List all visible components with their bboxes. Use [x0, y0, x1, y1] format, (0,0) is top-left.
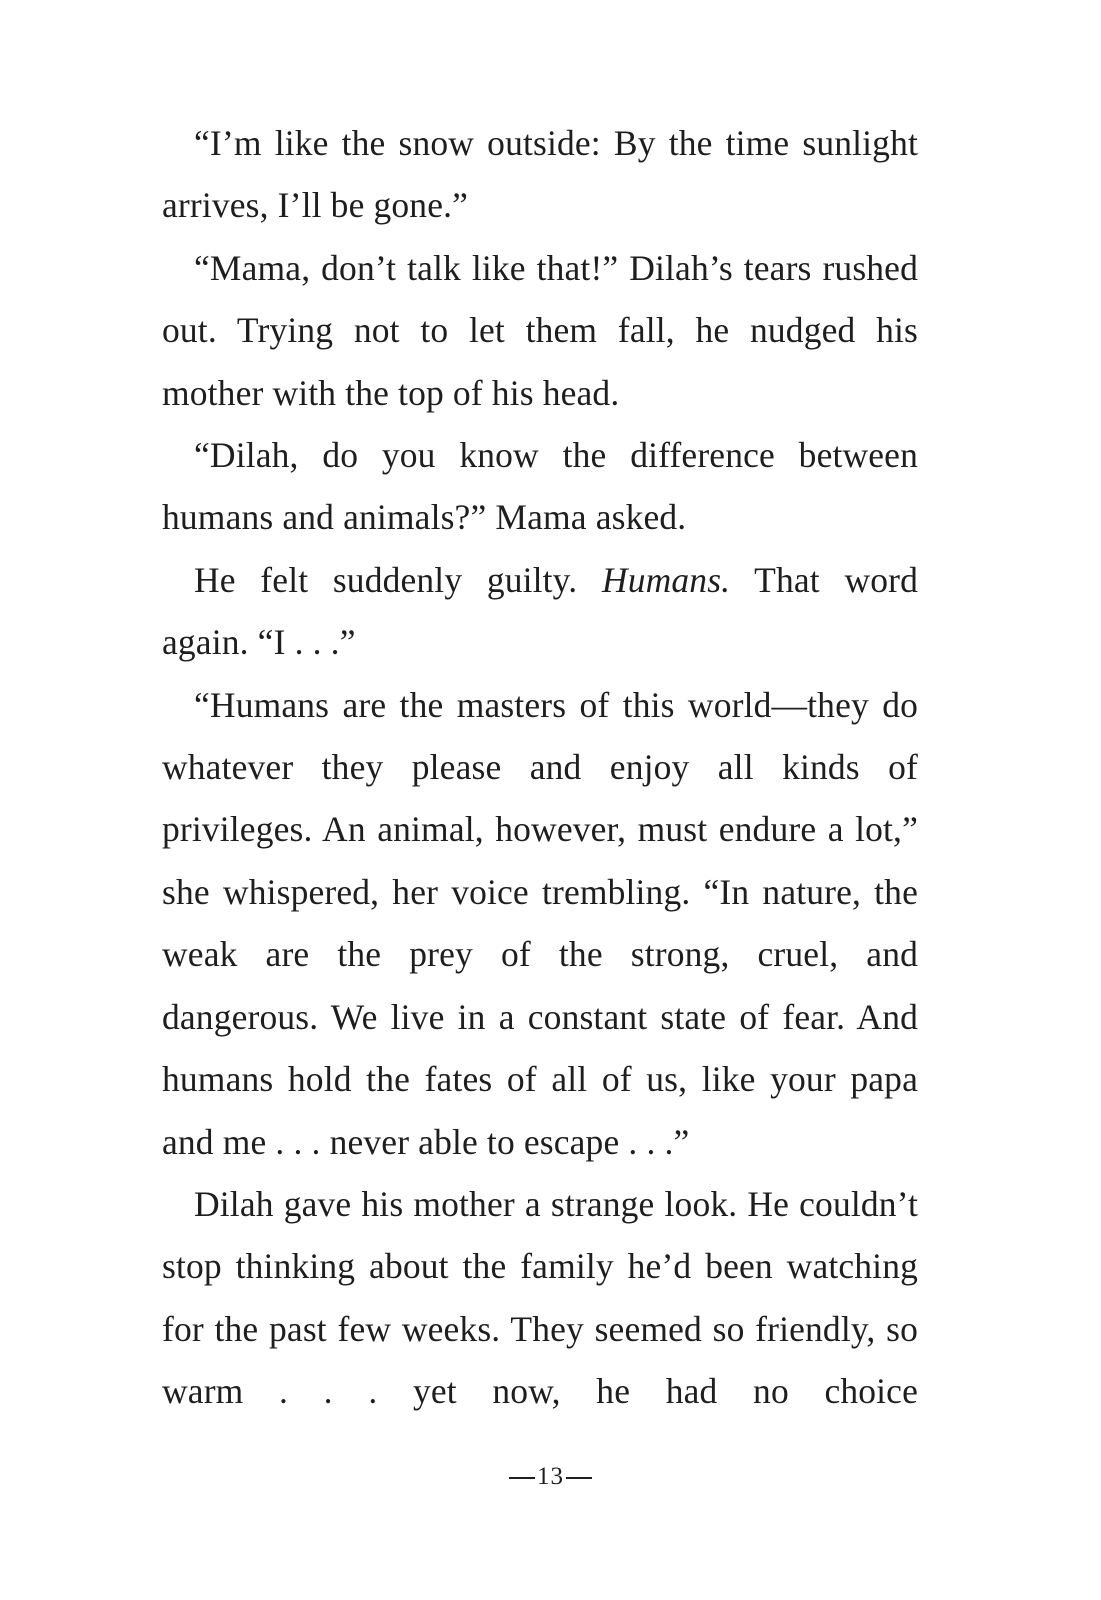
paragraph-2: “Mama, don’t talk like that!” Dilah’s tears rushed out. Trying not to let them fall, he nudged his mother with the top of his head.: [162, 247, 918, 413]
paragraph-4-emphasis: Humans.: [601, 559, 731, 600]
paragraph-6: Dilah gave his mother a strange look. He couldn’t stop thinking about the family he’d been watching for the past few weeks. They seemed so friendly, so warm . . . yet now, he had no choice: [162, 1183, 918, 1412]
paragraph-3: “Dilah, do you know the difference between humans and animals?” Mama asked.: [162, 435, 918, 538]
paragraph-5: “Humans are the masters of this world—they do whatever they please and enjoy all kinds of privileges. An animal, however, must endure a lot,” she whispered, her voice trembling. “In nature, the weak are the prey of the strong, cruel, and dangerous. We live in a constant state of fear. And humans hold the fates of all of us, like your papa and me . . . never able to escape . . .”: [162, 684, 918, 1162]
paragraph-4-start: He felt suddenly guilty.: [194, 559, 602, 600]
page-number-left-dash: [509, 1477, 535, 1479]
paragraph-4: [162, 549, 918, 674]
page-number: [0, 1463, 1101, 1491]
paragraph-1: “I’m like the snow outside: By the time sunlight arrives, I’ll be gone.”: [162, 123, 918, 226]
page-number-value: 13: [537, 1463, 564, 1490]
page-number-right-dash: [566, 1477, 592, 1479]
paragraph-4-end: That word again. “I . . .”: [162, 559, 918, 663]
page-body: [162, 112, 918, 1423]
